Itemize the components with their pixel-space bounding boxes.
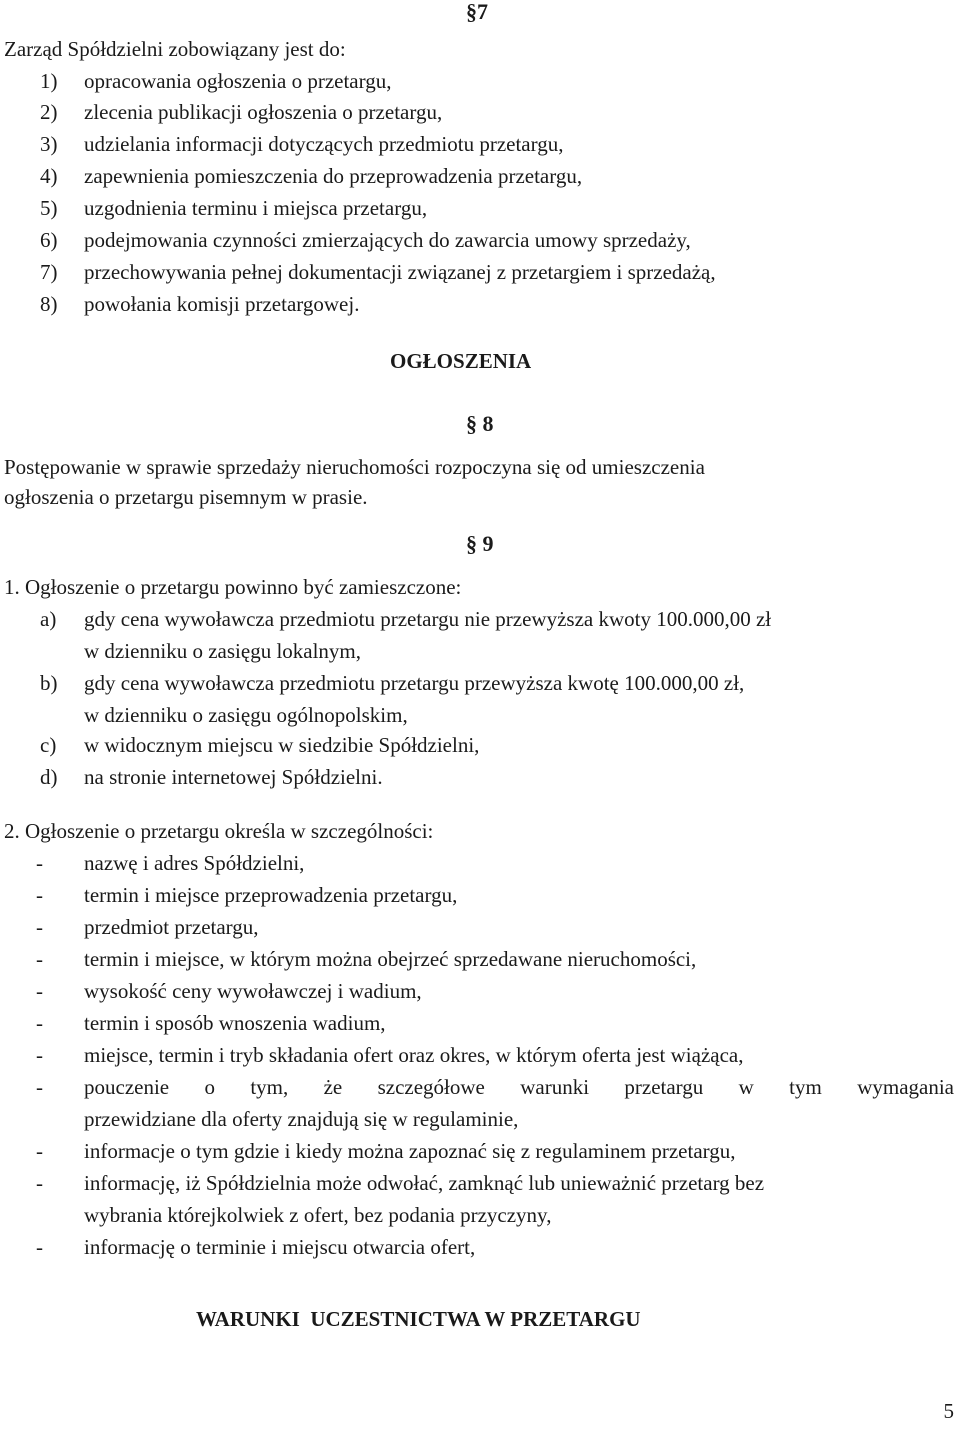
section-7-heading <box>466 0 488 27</box>
list-item: - informację, iż Spółdzielnia może odwołać, zamknąć lub unieważnić przetarg bez <box>36 1171 765 1195</box>
section-number: 8 <box>482 411 494 436</box>
list-item: 2) zlecenia publikacji ogłoszenia o przetargu, <box>40 100 443 124</box>
list-item: - termin i miejsce, w którym można obejrzeć sprzedawane nieruchomości, <box>36 947 697 971</box>
list-item: - miejsce, termin i tryb składania ofert oraz okres, w którym oferta jest wiążąca, <box>36 1043 744 1067</box>
section-symbol: § <box>466 0 477 24</box>
list-item: - informację o terminie i miejscu otwarcia ofert, <box>36 1235 476 1259</box>
list-item: - przedmiot przetargu, <box>36 915 259 939</box>
section-symbol: § <box>466 531 477 556</box>
duties-intro: Zarząd Spółdzielni zobowiązany jest do: <box>4 37 346 61</box>
list-item: 6) podejmowania czynności zmierzających do zawarcia umowy sprzedaży, <box>40 228 691 252</box>
list-item-continuation: przewidziane dla oferty znajdują się w regulaminie, <box>84 1107 519 1131</box>
list-item: d) na stronie internetowej Spółdzielni. <box>40 765 383 789</box>
list-item: - informacje o tym gdzie i kiedy można zapoznać się z regulaminem przetargu, <box>36 1139 736 1163</box>
section-8-text-line: Postępowanie w sprawie sprzedaży nieruchomości rozpoczyna się od umieszczenia <box>4 455 705 479</box>
list-item: 8) powołania komisji przetargowej. <box>40 292 360 316</box>
point-2-intro: 2. Ogłoszenie o przetargu określa w szczególności: <box>4 819 434 843</box>
list-item-continuation: wybrania którejkolwiek z ofert, bez podania przyczyny, <box>84 1203 552 1227</box>
list-item: c) w widocznym miejscu w siedzibie Spółdzielni, <box>40 733 480 757</box>
list-item: - termin i miejsce przeprowadzenia przetargu, <box>36 883 458 907</box>
list-item-continuation: w dzienniku o zasięgu lokalnym, <box>84 639 362 663</box>
list-item: - wysokość ceny wywoławczej i wadium, <box>36 979 422 1003</box>
heading-ogloszenia: OGŁOSZENIA <box>390 349 532 373</box>
list-item: 1) opracowania ogłoszenia o przetargu, <box>40 69 392 93</box>
list-item: 4) zapewnienia pomieszczenia do przeprowadzenia przetargu, <box>40 164 583 188</box>
list-item: - pouczenie o tym, że szczegółowe warunki przetargu w tym wymagania <box>36 1075 954 1099</box>
section-9-heading <box>466 528 494 559</box>
section-number: 9 <box>482 531 494 556</box>
list-item: b) gdy cena wywoławcza przedmiotu przetargu przewyższa kwotę 100.000,00 zł, <box>40 671 745 695</box>
list-item: a) gdy cena wywoławcza przedmiotu przetargu nie przewyższa kwoty 100.000,00 zł <box>40 607 772 631</box>
list-item: 5) uzgodnienia terminu i miejsca przetargu, <box>40 196 428 220</box>
point-1-intro: 1. Ogłoszenie o przetargu powinno być zamieszczone: <box>4 575 462 599</box>
list-item: 3) udzielania informacji dotyczących przedmiotu przetargu, <box>40 132 564 156</box>
list-item: - nazwę i adres Spółdzielni, <box>36 851 305 875</box>
page-number: 5 <box>943 1399 954 1423</box>
section-number: 7 <box>477 0 488 24</box>
heading-warunki: WARUNKI UCZESTNICTWA W PRZETARGU <box>196 1307 641 1331</box>
section-symbol: § <box>466 411 477 436</box>
section-8-text-line: ogłoszenia o przetargu pisemnym w prasie. <box>4 485 368 509</box>
section-8-heading <box>466 408 494 439</box>
list-item: 7) przechowywania pełnej dokumentacji związanej z przetargiem i sprzedażą, <box>40 260 716 284</box>
list-item-continuation: w dzienniku o zasięgu ogólnopolskim, <box>84 703 408 727</box>
list-item: - termin i sposób wnoszenia wadium, <box>36 1011 386 1035</box>
